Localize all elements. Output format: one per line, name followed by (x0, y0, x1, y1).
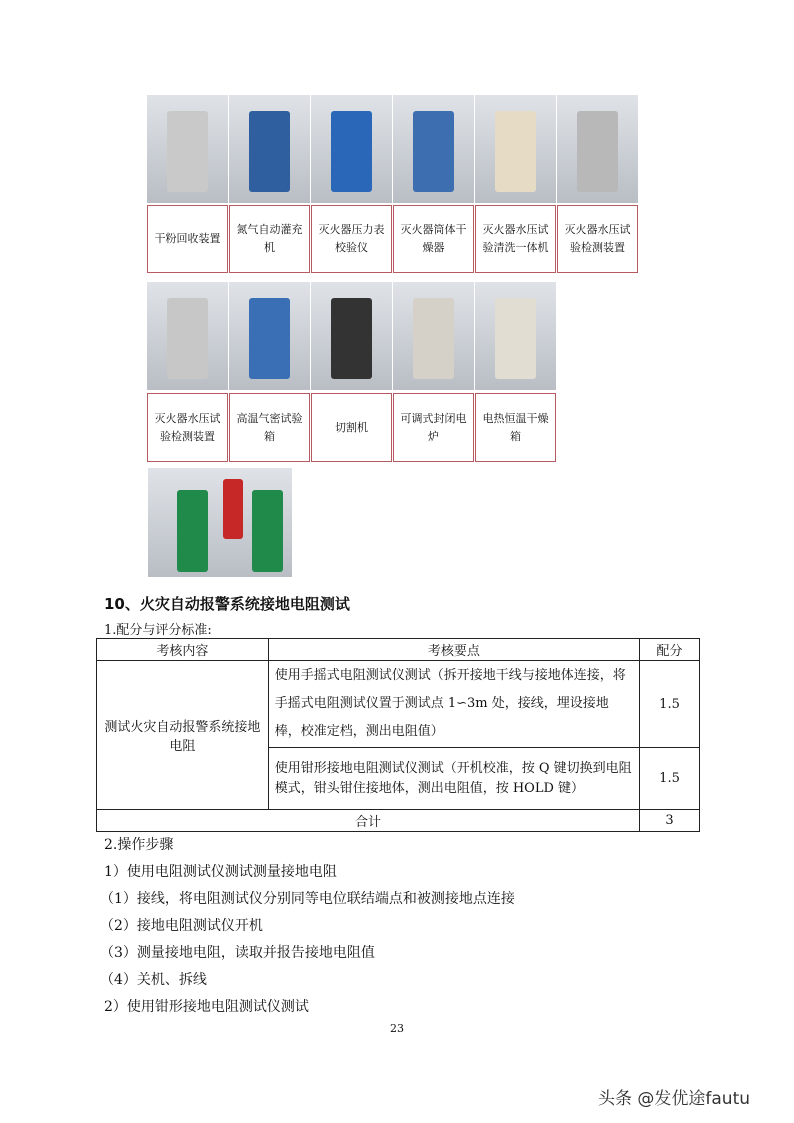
score-cell: 1.5 (640, 661, 700, 748)
equipment-caption: 高温气密试验箱 (229, 393, 310, 462)
watermark: 头条 @发优途fautu (598, 1089, 751, 1109)
subheading: 1.配分与评分标准: (104, 623, 212, 638)
equipment-caption: 灭火器水压试验检测装置 (147, 393, 228, 462)
equipment-photo (475, 282, 556, 390)
equipment-caption: 干粉回收装置 (147, 205, 228, 273)
equipment-photo (475, 95, 556, 203)
equipment-photo (311, 282, 392, 390)
total-value: 3 (640, 810, 700, 832)
equipment-caption: 切割机 (311, 393, 392, 462)
content-cell: 测试火灾自动报警系统接地电阻 (97, 661, 269, 810)
equipment-photo (557, 95, 638, 203)
equipment-photo (229, 282, 310, 390)
equipment-caption: 灭火器水压试验检测装置 (557, 205, 638, 273)
table-header: 考核要点 (268, 639, 639, 661)
equipment-photo (147, 95, 228, 203)
equipment-caption: 灭火器水压试验清洗一体机 (475, 205, 556, 273)
step-line: （2）接地电阻测试仪开机 (100, 918, 263, 934)
section-heading: 10、火灾自动报警系统接地电阻测试 (104, 595, 350, 613)
scoring-table (96, 638, 700, 832)
equipment-caption: 氮气自动灌充机 (229, 205, 310, 273)
table-header: 考核内容 (97, 639, 269, 661)
step-line: （3）测量接地电阻，读取并报告接地电阻值 (100, 945, 375, 961)
equipment-caption: 灭火器筒体干燥器 (393, 205, 474, 273)
equipment-photo (147, 282, 228, 390)
step-line: 1）使用电阻测试仪测试测量接地电阻 (104, 864, 337, 880)
equipment-photo (229, 95, 310, 203)
equipment-caption: 可调式封闭电炉 (393, 393, 474, 462)
equipment-caption: 电热恒温干燥箱 (475, 393, 556, 462)
step-line: 2）使用钳形接地电阻测试仪测试 (104, 999, 309, 1015)
equipment-caption: 灭火器压力表校验仪 (311, 205, 392, 273)
step-line: （1）接线，将电阻测试仪分别同等电位联结端点和被测接地点连接 (100, 891, 515, 907)
equipment-photo (393, 282, 474, 390)
table-header: 配分 (640, 639, 700, 661)
page-number: 23 (390, 1022, 404, 1035)
point-cell: 使用手摇式电阻测试仪测试（拆开接地干线与接地体连接，将手摇式电阻测试仪置于测试点 1∽3m 处，接线，埋设接地棒，校准定档，测出电阻值） (268, 661, 639, 748)
score-cell: 1.5 (640, 748, 700, 810)
total-label: 合计 (97, 810, 640, 832)
equipment-photo (393, 95, 474, 203)
equipment-photo (311, 95, 392, 203)
step-line: 2.操作步骤 (104, 837, 174, 853)
fire-extinguisher-photo (148, 468, 292, 577)
step-line: （4）关机、拆线 (100, 972, 207, 988)
point-cell: 使用钳形接地电阻测试仪测试（开机校准，按 Q 键切换到电阻模式，钳头钳住接地体，测出电阻值，按 HOLD 键） (268, 748, 639, 810)
